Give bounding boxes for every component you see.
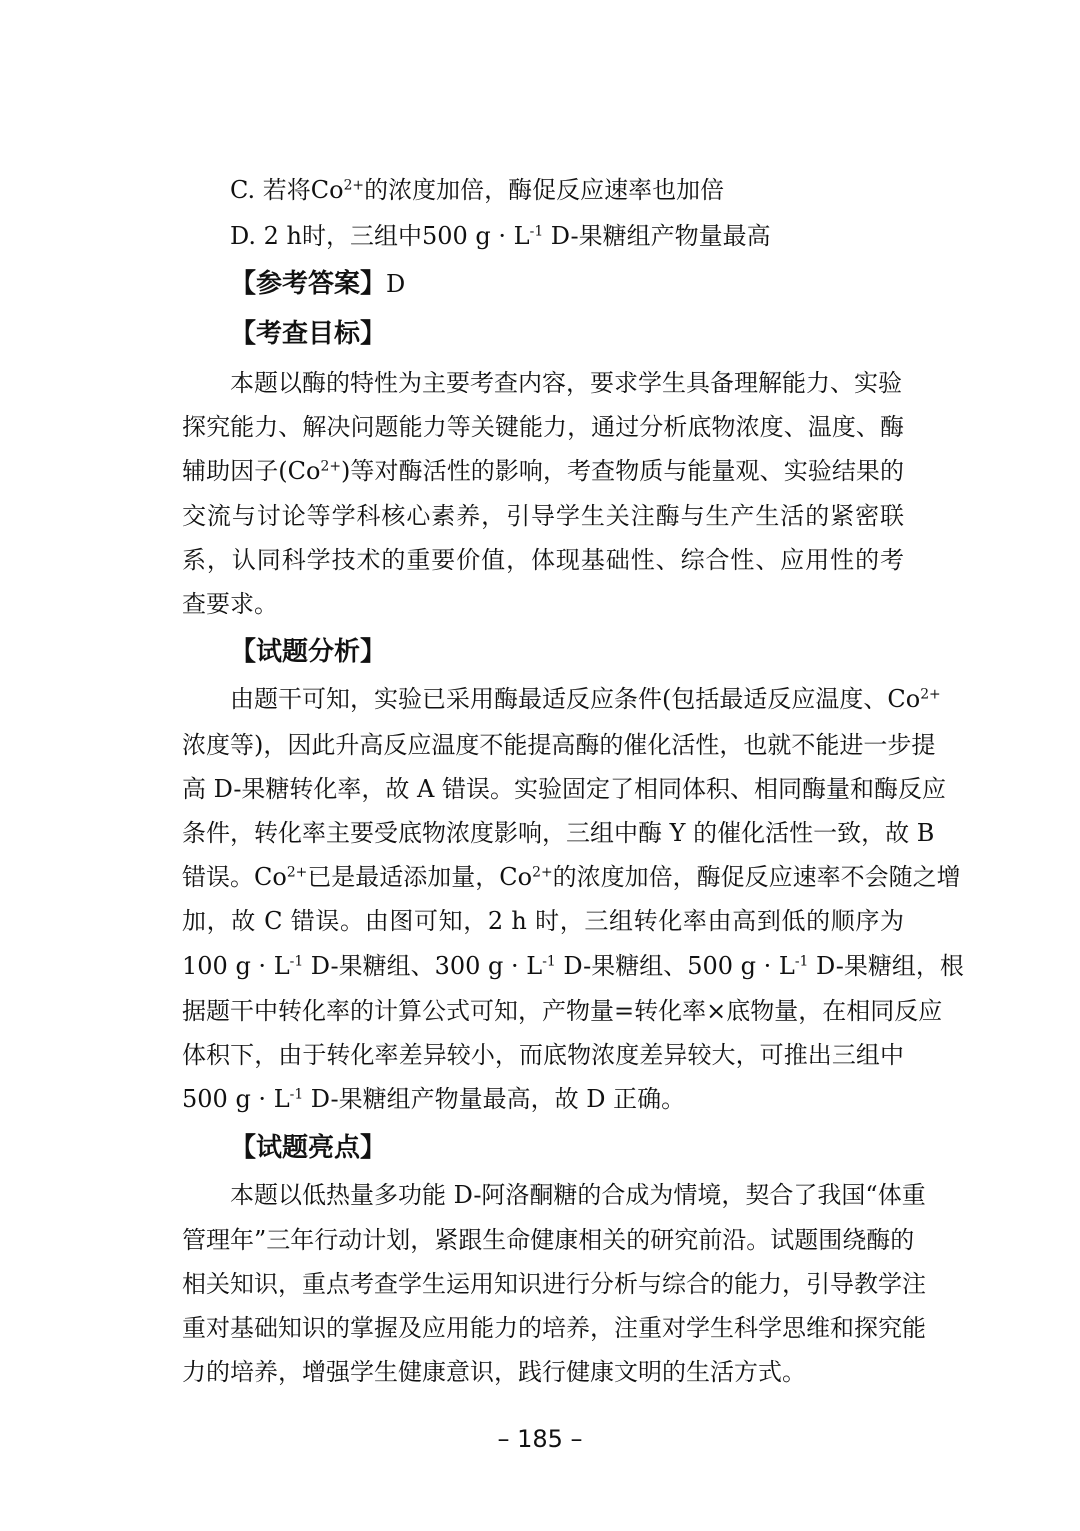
analysis-line-7: 100 $g \cdot L^{-1}$ D-果糖组、300 $g \cdot L^{-1}$ D-果糖组、500 $g \cdot L^{-1}$ D-果糖组，根 xyxy=(182,952,964,980)
objective-line-6: 查要求。 xyxy=(182,590,278,618)
analysis-line-5: 错误。$Co^{2+}$已是最适添加量，$Co^{2+}$的浓度加倍，酶促反应速率不会随之增 xyxy=(182,863,961,891)
objective-line-4: 交流与讨论等学科核心素养，引导学生关注酶与生产生活的紧密联 xyxy=(182,502,904,530)
highlights-line-2: 管理年”三年行动计划，紧跟生命健康相关的研究前沿。试题围绕酶的 xyxy=(182,1226,915,1254)
objective-line-2: 探究能力、解决问题能力等关键能力，通过分析底物浓度、温度、酶 xyxy=(182,413,904,441)
highlights-line-1: 本题以低热量多功能 D-阿洛酮糖的合成为情境，契合了我国“体重 xyxy=(230,1181,926,1209)
option-d: D. 2 h时，三组中500 $g \cdot L^{-1}$ D-果糖组产物量最高 xyxy=(230,222,771,250)
objective-line-5: 系，认同科学技术的重要价值，体现基础性、综合性、应用性的考 xyxy=(182,546,904,574)
objective-line-3: 辅助因子$(Co^{2+})$等对酶活性的影响，考查物质与能量观、实验结果的 xyxy=(182,457,904,485)
page-number: – 185 – xyxy=(497,1425,583,1453)
option-c: C. 若将$Co^{2+}$的浓度加倍，酶促反应速率也加倍 xyxy=(230,176,725,204)
analysis-line-4: 条件，转化率主要受底物浓度影响，三组中酶 Y 的催化活性一致，故 B xyxy=(182,819,935,847)
analysis-line-1: 由题干可知，实验已采用酶最适反应条件(包括最适反应温度、$Co^{2+}$ xyxy=(230,685,941,713)
objective-line-1: 本题以酶的特性为主要考查内容，要求学生具备理解能力、实验 xyxy=(230,369,902,397)
answer-heading: 【参考答案】D xyxy=(230,269,406,299)
analysis-line-2: 浓度等)，因此升高反应温度不能提高酶的催化活性，也就不能进一步提 xyxy=(182,731,936,759)
highlights-line-5: 力的培养，增强学生健康意识，践行健康文明的生活方式。 xyxy=(182,1358,806,1386)
analysis-line-8: 据题干中转化率的计算公式可知，产物量=转化率×底物量，在相同反应 xyxy=(182,997,943,1025)
answer-value: D xyxy=(386,270,406,298)
objective-heading: 【考查目标】 xyxy=(230,319,387,349)
analysis-heading: 【试题分析】 xyxy=(230,637,387,667)
highlights-heading: 【试题亮点】 xyxy=(230,1133,387,1163)
highlights-line-3: 相关知识，重点考查学生运用知识进行分析与综合的能力，引导教学注 xyxy=(182,1270,926,1298)
analysis-line-6: 加，故 C 错误。由图可知，2 h 时，三组转化率由高到低的顺序为 xyxy=(182,907,904,935)
highlights-line-4: 重对基础知识的掌握及应用能力的培养，注重对学生科学思维和探究能 xyxy=(182,1314,926,1342)
analysis-line-3: 高 D-果糖转化率，故 A 错误。实验固定了相同体积、相同酶量和酶反应 xyxy=(182,775,947,803)
analysis-line-9: 体积下，由于转化率差异较小，而底物浓度差异较大，可推出三组中 xyxy=(182,1041,904,1069)
analysis-line-10: 500 $g \cdot L^{-1}$ D-果糖组产物量最高，故 D 正确。 xyxy=(182,1085,686,1113)
